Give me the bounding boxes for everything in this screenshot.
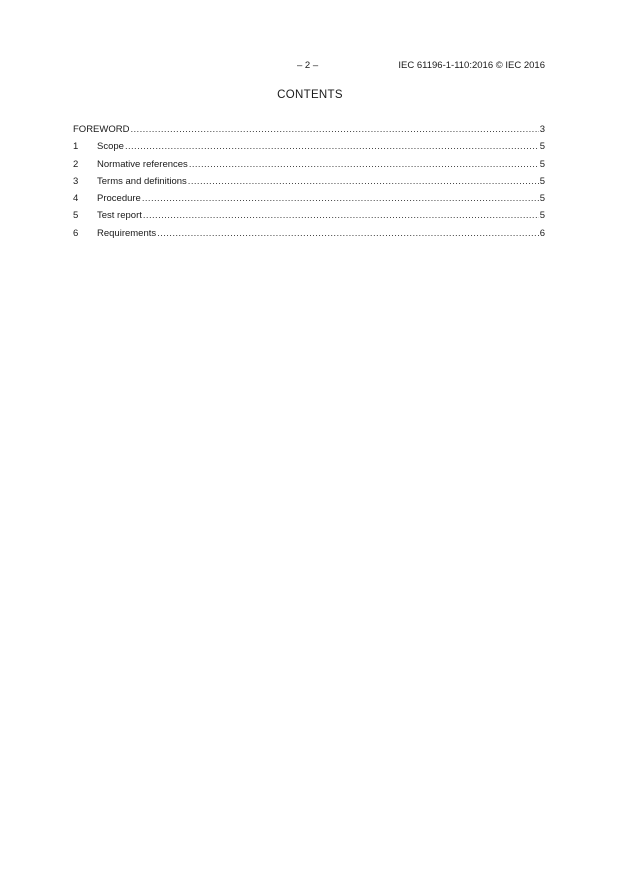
toc-entry-page: 5 [539, 193, 545, 205]
document-id: IEC 61196-1-110:2016 © IEC 2016 [398, 60, 545, 71]
page-title: CONTENTS [277, 89, 343, 101]
page-number: – 2 – [297, 60, 319, 71]
toc-dot-leader [130, 123, 538, 136]
toc-entry-page: 5 [539, 210, 545, 222]
toc-entry-terms-and-definitions[interactable] [73, 175, 545, 192]
toc-entry-page: 5 [539, 141, 545, 153]
toc-entry-number: 2 [73, 158, 79, 170]
toc-entry-number: 5 [73, 210, 79, 222]
toc-entry-test-report[interactable] [73, 209, 545, 226]
toc-entry-label: Test report [97, 210, 142, 222]
toc-entry-label: Procedure [97, 193, 141, 205]
toc-dot-leader [143, 209, 539, 222]
toc-entry-number: 3 [73, 175, 79, 187]
table-of-contents [73, 123, 545, 244]
toc-entry-number: 4 [73, 193, 79, 205]
toc-entry-requirements[interactable] [73, 227, 545, 244]
toc-entry-scope[interactable] [73, 140, 545, 157]
toc-entry-page: 5 [539, 175, 545, 187]
page-header [0, 60, 620, 74]
toc-dot-leader [188, 175, 539, 188]
toc-entry-foreword[interactable] [73, 123, 545, 140]
toc-entry-page: 6 [539, 227, 545, 239]
toc-entry-label: Requirements [97, 227, 157, 239]
toc-dot-leader [142, 192, 539, 205]
toc-entry-number: 1 [73, 141, 79, 153]
toc-entry-page: 3 [539, 124, 545, 135]
toc-entry-procedure[interactable] [73, 192, 545, 209]
toc-dot-leader [157, 227, 539, 240]
toc-dot-leader [189, 158, 539, 171]
toc-entry-label: Normative references [97, 158, 188, 170]
toc-entry-label: Scope [97, 141, 124, 153]
toc-dot-leader [125, 140, 539, 153]
toc-entry-page: 5 [539, 158, 545, 170]
toc-entry-label: Terms and definitions [97, 175, 187, 187]
toc-entry-number: 6 [73, 227, 79, 239]
toc-entry-label: FOREWORD [73, 124, 130, 135]
toc-entry-normative-references[interactable] [73, 158, 545, 175]
